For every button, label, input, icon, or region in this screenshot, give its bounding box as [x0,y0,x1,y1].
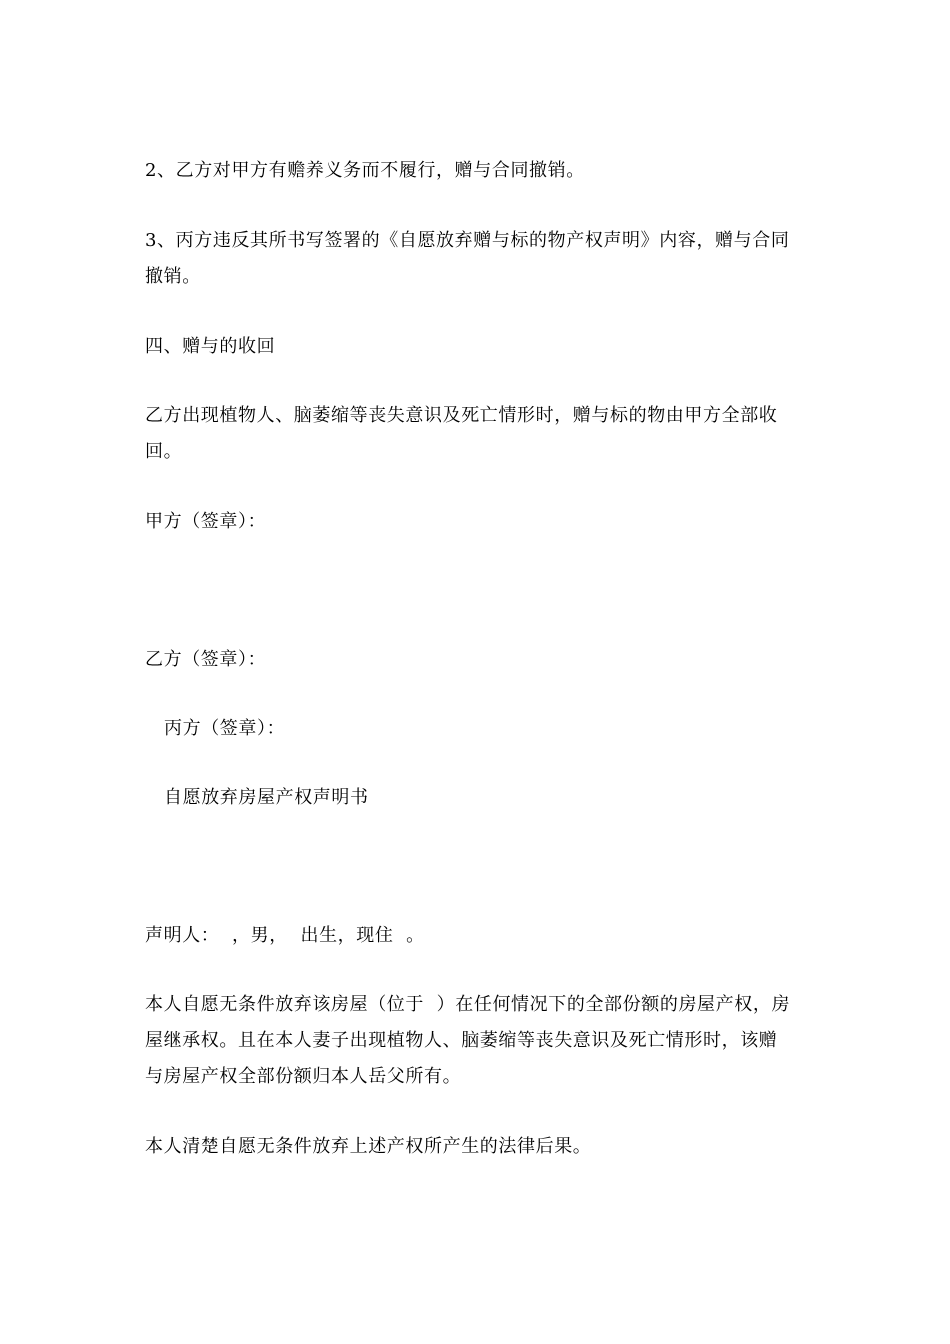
section-4-heading: 四、赠与的收回 [145,336,276,357]
clause-3-text-line-1: 3、丙方违反其所书写签署的《自愿放弃赠与标的物产权声明》内容，赠与合同 [145,230,790,251]
declaration-body-line-3: 与房屋产权全部份额归本人岳父所有。 [145,1066,462,1087]
declaration-body-line-1: 本人自愿无条件放弃该房屋（位于 ）在任何情况下的全部份额的房屋产权，房 [145,994,791,1015]
party-b-signature-label: 乙方（签章）： [145,649,267,670]
clause-2-text: 2、乙方对甲方有赡养义务而不履行，赠与合同撤销。 [145,160,585,181]
declarant-line: 声明人： ，男， 出生，现住 。 [145,925,425,946]
section-4-text-line-2: 回。 [145,441,183,462]
declaration-consequence-text: 本人清楚自愿无条件放弃上述产权所产生的法律后果。 [145,1136,592,1157]
clause-3-text-line-2: 撤销。 [145,266,201,287]
section-4-text-line-1: 乙方出现植物人、脑萎缩等丧失意识及死亡情形时，赠与标的物由甲方全部收 [145,405,778,426]
declaration-title: 自愿放弃房屋产权声明书 [164,787,369,808]
party-a-signature-label: 甲方（签章）： [145,511,267,532]
party-c-signature-label: 丙方（签章）： [164,718,286,739]
declaration-body-line-2: 屋继承权。且在本人妻子出现植物人、脑萎缩等丧失意识及死亡情形时，该赠 [145,1030,778,1051]
